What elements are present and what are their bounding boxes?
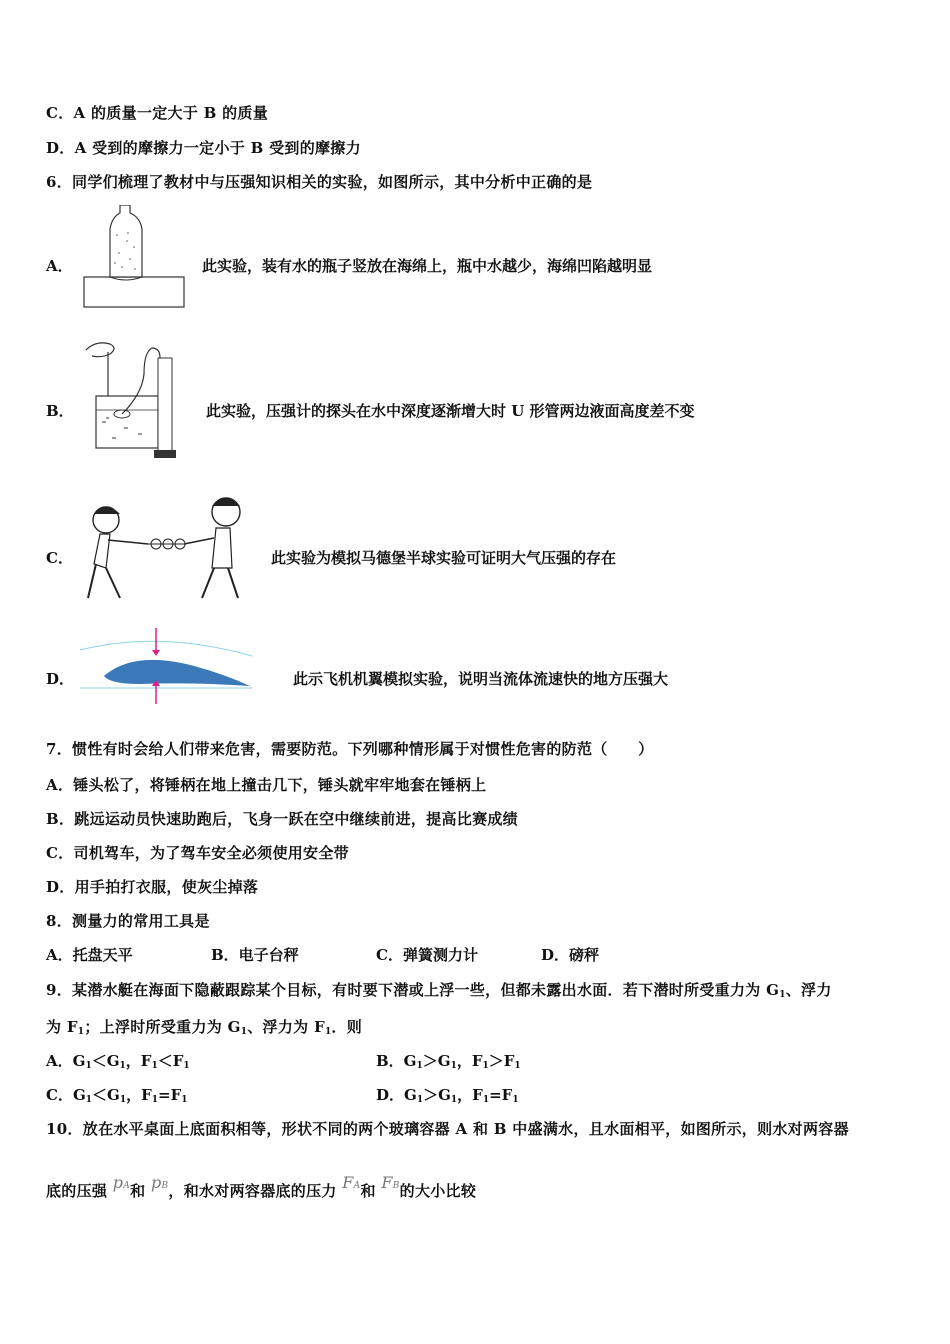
q7-option-c: C．司机驾车，为了驾车安全必须使用安全带 [46,844,349,862]
q8-option-d: D．磅秤 [541,946,600,964]
q6-option-c-label: C． [46,549,73,567]
q8-stem: 8．测量力的常用工具是 [46,912,210,930]
q6-stem: 6．同学们梳理了教材中与压强知识相关的实验，如图所示，其中分析中正确的是 [46,173,593,191]
pressure-gauge-figure [78,338,182,462]
q9-option-d: D．$G_1>G_1$，$F_1=F_1$ [376,1086,519,1105]
q6-option-d-text: 此示飞机机翼模拟实验，说明当流体流速快的地方压强大 [293,670,669,688]
q6-option-a-label: A． [46,257,73,275]
q7-option-b: B．跳远运动员快速助跑后，飞身一跃在空中继续前进，提高比赛成绩 [46,810,518,828]
airfoil-figure [76,626,256,706]
q10-stem-line2: 底的压强 pA和 pB，和水对两容器底的压力 FA和 FB的大小比较 [46,1173,477,1200]
q6-option-a-text: 此实验，装有水的瓶子竖放在海绵上，瓶中水越少，海绵凹陷越明显 [202,257,653,275]
q6-option-b-text: 此实验，压强计的探头在水中深度逐渐增大时 U 形管两边液面高度差不变 [206,402,695,420]
q10-stem-line1: 10．放在水平桌面上底面积相等，形状不同的两个玻璃容器 A 和 B 中盛满水，且水面相平，如图所示，则水对两容器 [46,1120,849,1138]
q9-option-b: B．$G_1>G_1$，$F_1>F_1$ [376,1052,521,1071]
q5-option-c: C．A 的质量一定大于 B 的质量 [46,104,269,122]
q9-option-c: C．$G_1<G_1$，$F_1=F_1$ [46,1086,188,1105]
bottle-on-sponge-figure [82,205,186,310]
q8-option-a: A．托盘天平 [46,946,133,964]
q8-option-b: B．电子台秤 [211,946,299,964]
q6-option-c-text: 此实验为模拟马德堡半球实验可证明大气压强的存在 [271,549,617,567]
q6-option-d-label: D． [46,670,75,688]
q9-option-a: A．$G_1<G_1$，$F_1<F_1$ [46,1052,190,1071]
symbol-pB: pB [150,1173,169,1192]
q7-stem: 7．惯性有时会给人们带来危害，需要防范。下列哪种情形属于对惯性危害的防范（ ） [46,740,654,758]
symbol-FB: FB [381,1173,400,1192]
q6-option-b-label: B． [46,402,74,420]
q9-stem-line1: 9．某潜水艇在海面下隐蔽跟踪某个目标，有时要下潜或上浮一些，但都未露出水面．若下潜时所受重力为 $G_1$、浮力 [46,981,832,1000]
q7-option-d: D．用手拍打衣服，使灰尘掉落 [46,878,259,896]
q9-stem-line2: 为 $F_1$；上浮时所受重力为 $G_1$、浮力为 $F_1$．则 [46,1018,363,1037]
q5-option-d: D．A 受到的摩擦力一定小于 B 受到的摩擦力 [46,139,361,157]
q7-option-a: A．锤头松了，将锤柄在地上撞击几下，锤头就牢牢地套在锤柄上 [46,776,487,794]
symbol-pA: pA [112,1173,131,1192]
magdeburg-hemispheres-figure [78,490,256,608]
symbol-FA: FA [342,1173,361,1192]
q8-option-c: C．弹簧测力计 [376,946,478,964]
